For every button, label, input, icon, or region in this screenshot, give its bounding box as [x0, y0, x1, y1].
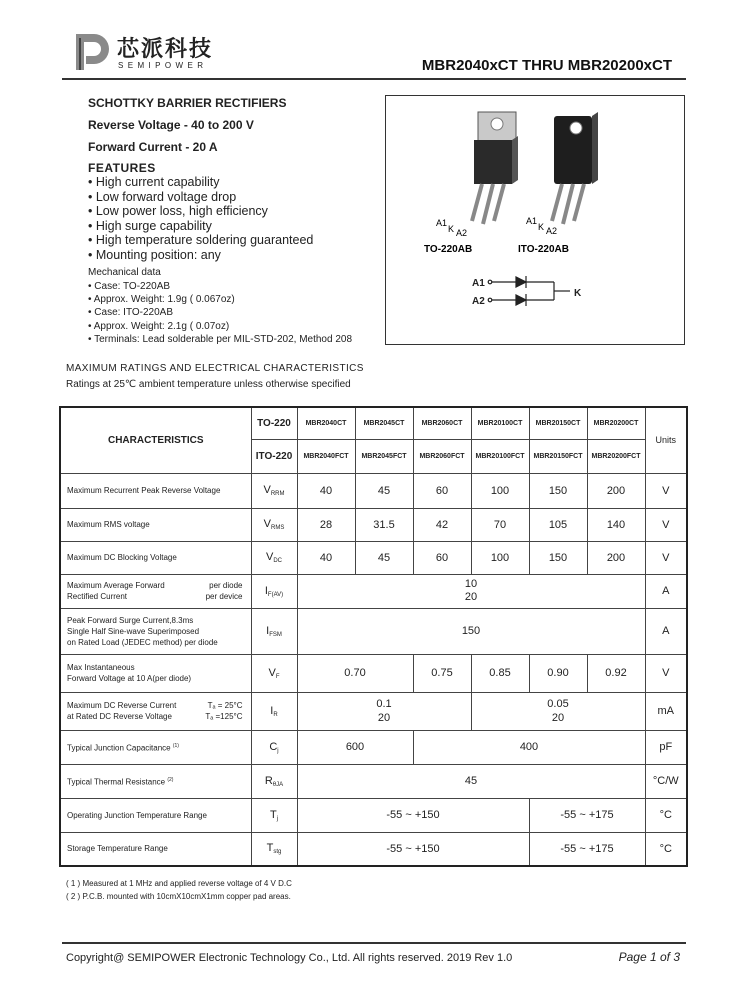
- svg-text:A1: A1: [472, 278, 485, 289]
- unit-cell: pF: [645, 730, 687, 764]
- symbol: $V_{RMS}$: [251, 508, 297, 541]
- footnote: ( 1 ) Measured at 1 MHz and applied reverse voltage of 4 V D.C: [66, 879, 292, 888]
- features-heading: FEATURES: [88, 161, 156, 175]
- symbol: $V_{DC}$: [251, 541, 297, 574]
- table-row: [60, 608, 687, 654]
- value-cell: 0.90: [529, 654, 587, 692]
- brand-english-name: SEMIPOWER: [118, 61, 208, 70]
- features-list: [88, 175, 313, 263]
- value-cell: 40: [297, 473, 355, 508]
- symbol: $V_F$: [251, 654, 297, 692]
- value-cell: 105: [529, 508, 587, 541]
- symbol: $V_{RRM}$: [251, 473, 297, 508]
- mechanical-item: • Approx. Weight: 1.9g ( 0.067oz): [88, 294, 235, 306]
- unit-cell: V: [645, 473, 687, 508]
- part-number: MBR2040FCT: [297, 439, 355, 473]
- value-cell: -55 ~ +150: [297, 832, 529, 866]
- footnotes: [66, 877, 292, 903]
- part-number: MBR20150FCT: [529, 439, 587, 473]
- part-number: MBR2040CT: [297, 407, 355, 439]
- value-cell: -55 ~ +175: [529, 832, 645, 866]
- unit-cell: °C/W: [645, 764, 687, 798]
- reverse-voltage-heading: Reverse Voltage - 40 to 200 V: [88, 118, 254, 132]
- semipower-logo-icon: [70, 30, 112, 72]
- value-cell: 45: [355, 541, 413, 574]
- svg-text:A1: A1: [526, 216, 538, 226]
- row-label: Maximum Recurrent Peak Reverse Voltage: [60, 473, 251, 508]
- pin-label-a2: A2: [456, 228, 468, 238]
- table-row: [60, 832, 687, 866]
- unit-cell: °C: [645, 832, 687, 866]
- table-row: [60, 730, 687, 764]
- to220-header: TO-220: [251, 407, 297, 439]
- value-cell: 70: [471, 508, 529, 541]
- value-cell: 0.70: [297, 654, 413, 692]
- part-number: MBR20100CT: [471, 407, 529, 439]
- pin-label-k: K: [448, 224, 455, 234]
- table-row: [60, 473, 687, 508]
- symbol: $T_j$: [251, 798, 297, 832]
- value-cell: 100: [471, 473, 529, 508]
- unit-cell: A: [645, 608, 687, 654]
- table-row: [60, 541, 687, 574]
- value-cell: 0.85: [471, 654, 529, 692]
- row-label: Max Instantaneous Forward Voltage at 10 A(per diode): [60, 654, 251, 692]
- diode-schematic-icon: [472, 276, 582, 307]
- row-label: Typical Thermal Resistance $^{(2)}$: [60, 764, 251, 798]
- value-cell: 0.75: [413, 654, 471, 692]
- feature-item: • Low forward voltage drop: [88, 189, 237, 204]
- mechanical-item: • Approx. Weight: 2.1g ( 0.07oz): [88, 320, 230, 332]
- value-cell: 140: [587, 508, 645, 541]
- unit-cell: mA: [645, 692, 687, 730]
- value-cell: 0.1 20: [297, 692, 471, 730]
- feature-item: • High surge capability: [88, 218, 212, 233]
- symbol: $I_R$: [251, 692, 297, 730]
- mechanical-item: • Case: ITO-220AB: [88, 307, 174, 319]
- value-cell: 45: [355, 473, 413, 508]
- ratings-table: [59, 406, 688, 867]
- to220ab-package-icon: [472, 112, 518, 224]
- table-row: [60, 508, 687, 541]
- value-cell: -55 ~ +150: [297, 798, 529, 832]
- characteristics-header: CHARACTERISTICS: [60, 407, 251, 473]
- copyright-text: Copyright@ SEMIPOWER Electronic Technology Co., Ltd. All rights reserved. 2019 Rev 1.0: [66, 952, 513, 964]
- value-cell: 45: [297, 764, 645, 798]
- part-number: MBR2045CT: [355, 407, 413, 439]
- svg-text:K: K: [574, 288, 582, 299]
- unit-cell: V: [645, 541, 687, 574]
- package-label-to220ab: TO-220AB: [424, 244, 473, 255]
- value-cell: 60: [413, 541, 471, 574]
- mechanical-item: • Case: TO-220AB: [88, 281, 171, 292]
- unit-cell: V: [645, 508, 687, 541]
- value-cell: 0.92: [587, 654, 645, 692]
- value-cell: 10 20: [297, 574, 645, 608]
- ito220-header: ITO-220: [251, 439, 297, 473]
- footer-divider: [62, 942, 686, 944]
- svg-text:K: K: [538, 222, 545, 232]
- ratings-section-title: MAXIMUM RATINGS AND ELECTRICAL CHARACTERISTICS: [66, 363, 364, 374]
- feature-item: • Low power loss, high efficiency: [88, 204, 268, 219]
- row-label: Maximum Average Forward per diode Rectified Current per device: [60, 574, 251, 608]
- table-row: [60, 574, 687, 608]
- row-label: Operating Junction Temperature Range: [60, 798, 251, 832]
- brand-chinese-name: 芯派科技: [117, 36, 214, 61]
- feature-item: • High temperature soldering guaranteed: [88, 233, 314, 248]
- row-label: Storage Temperature Range: [60, 832, 251, 866]
- value-cell: 150: [529, 541, 587, 574]
- table-row: [60, 654, 687, 692]
- header-divider: [62, 78, 686, 80]
- package-illustrations: [386, 96, 684, 344]
- unit-cell: V: [645, 654, 687, 692]
- row-label: Maximum RMS voltage: [60, 508, 251, 541]
- svg-text:A2: A2: [472, 296, 485, 307]
- product-type-heading: SCHOTTKY BARRIER RECTIFIERS: [88, 96, 287, 110]
- part-number: MBR2060CT: [413, 407, 471, 439]
- value-cell: 400: [413, 730, 645, 764]
- value-cell: 150: [297, 608, 645, 654]
- value-cell: 40: [297, 541, 355, 574]
- feature-item: • Mounting position: any: [88, 247, 221, 262]
- value-cell: 28: [297, 508, 355, 541]
- pin-label-a1: A1: [436, 218, 448, 228]
- row-label: Maximum DC Reverse Current Tₐ = 25°C at Rated DC Reverse Voltage Tₐ =125°C: [60, 692, 251, 730]
- page-number: Page 1 of 3: [618, 950, 680, 964]
- svg-text:A2: A2: [546, 226, 558, 236]
- symbol: $C_j$: [251, 730, 297, 764]
- part-number: MBR20200CT: [587, 407, 645, 439]
- row-label: Peak Forward Surge Current,8.3ms Single Half Sine-wave Superimposed on Rated Load (JEDEC method) per diode: [60, 608, 251, 654]
- part-number: MBR20200FCT: [587, 439, 645, 473]
- unit-cell: °C: [645, 798, 687, 832]
- value-cell: 600: [297, 730, 413, 764]
- row-label: Maximum DC Blocking Voltage: [60, 541, 251, 574]
- package-label-ito220ab: ITO-220AB: [518, 244, 569, 255]
- symbol: $I_{FSM}$: [251, 608, 297, 654]
- part-number: MBR20100FCT: [471, 439, 529, 473]
- value-cell: 150: [529, 473, 587, 508]
- mechanical-data-heading: Mechanical data: [88, 267, 161, 278]
- row-label: Typical Junction Capacitance $^{(1)}$: [60, 730, 251, 764]
- value-cell: 100: [471, 541, 529, 574]
- table-row: [60, 692, 687, 730]
- value-cell: 60: [413, 473, 471, 508]
- table-row: [60, 764, 687, 798]
- value-cell: 31.5: [355, 508, 413, 541]
- unit-cell: A: [645, 574, 687, 608]
- symbol: $R_{\theta JA}$: [251, 764, 297, 798]
- value-cell: 42: [413, 508, 471, 541]
- value-cell: -55 ~ +175: [529, 798, 645, 832]
- part-number: MBR2045FCT: [355, 439, 413, 473]
- part-number: MBR2060FCT: [413, 439, 471, 473]
- units-header: Units: [645, 407, 687, 473]
- value-cell: 200: [587, 473, 645, 508]
- value-cell: 200: [587, 541, 645, 574]
- ito220ab-package-icon: [552, 112, 598, 224]
- feature-item: • High current capability: [88, 175, 220, 189]
- symbol: $I_{F(AV)}$: [251, 574, 297, 608]
- symbol: $T_{stg}$: [251, 832, 297, 866]
- table-row: [60, 798, 687, 832]
- document-title: MBR2040xCT THRU MBR20200xCT: [421, 57, 672, 74]
- forward-current-heading: Forward Current - 20 A: [88, 140, 218, 154]
- footnote: ( 2 ) P.C.B. mounted with 10cmX10cmX1mm copper pad areas.: [66, 892, 291, 901]
- value-cell: 0.05 20: [471, 692, 645, 730]
- ratings-section-subtitle: Ratings at 25℃ ambient temperature unless otherwise specified: [66, 379, 351, 390]
- mechanical-data-list: [88, 280, 352, 346]
- mechanical-item: • Terminals: Lead solderable per MIL-STD-202, Method 208: [88, 333, 353, 345]
- table-header-row: [60, 407, 687, 439]
- part-number: MBR20150CT: [529, 407, 587, 439]
